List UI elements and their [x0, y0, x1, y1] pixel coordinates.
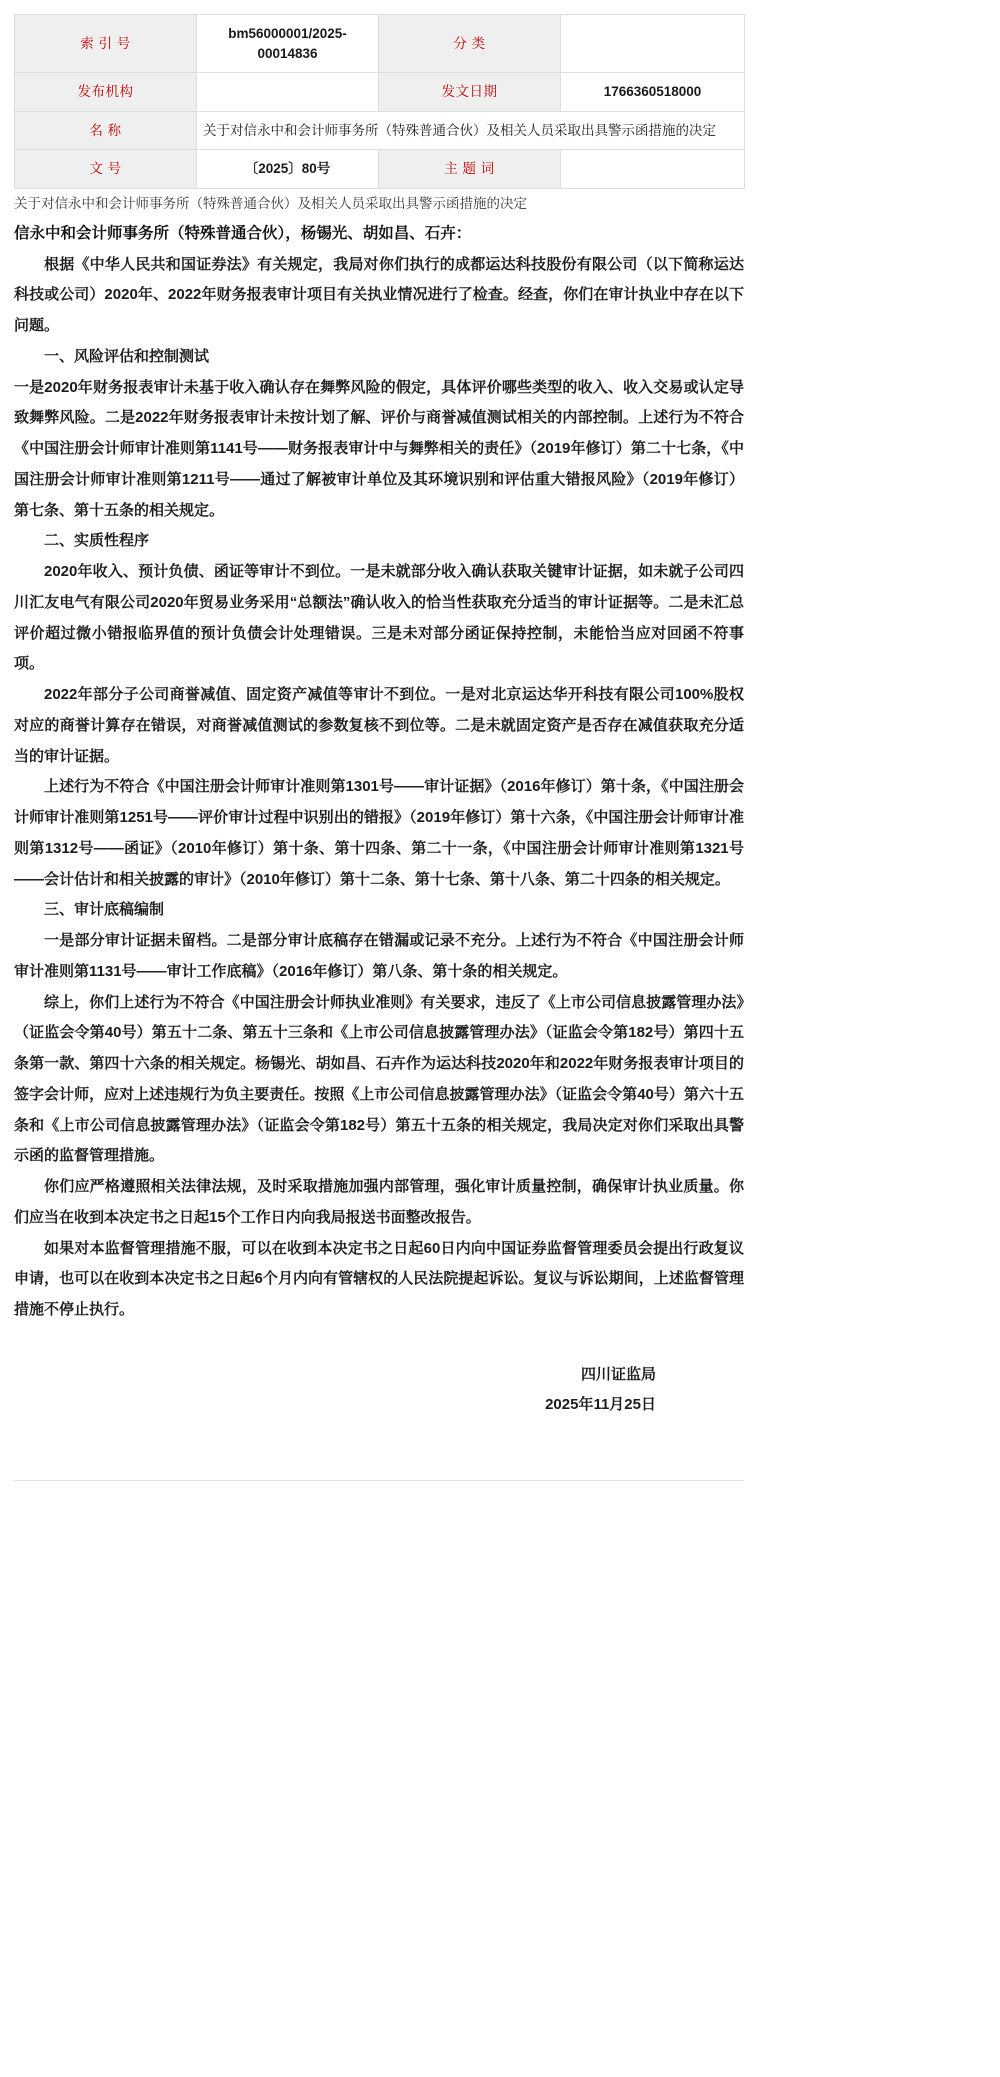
body-paragraph: 上述行为不符合《中国注册会计师审计准则第1301号——审计证据》（2016年修订）第十条，《中国注册会计师审计准则第1251号——评价审计过程中识别出的错报》（2019年修订）第十六条，《中国注册会计师审计准则第1312号——函证》（2010年修订）第十条、第十四条、第二十一条，《中国注册会计师审计准则第1321号——会计估计和相关披露的审计》（2010年修订）第十二条、第十七条、第十八条、第二十四条的相关规定。 — [14, 778, 744, 888]
body-paragraph: 2020年收入、预计负债、函证等审计不到位。一是未就部分收入确认获取关键审计证据，如未就子公司四川汇友电气有限公司2020年贸易业务采用“总额法”确认收入的恰当性获取充分适当的审计证据等。二是未汇总评价超过微小错报临界值的预计负债会计处理错误。三是未对部分函证保持控制，未能恰当应对回函不符事项。 — [14, 563, 744, 673]
category-value — [561, 15, 745, 73]
document-body — [14, 250, 986, 1326]
body-paragraph: 2022年部分子公司商誉减值、固定资产减值等审计不到位。一是对北京运达华开科技有限公司100%股权对应的商誉计算存在错误，对商誉减值测试的参数复核不到位等。二是未就固定资产是否存在减值获取充分适当的审计证据。 — [14, 686, 744, 765]
document-number-value: 〔2025〕80号 — [197, 150, 379, 189]
category-label: 分 类 — [379, 15, 561, 73]
signature-issuer: 四川证监局 — [580, 1365, 656, 1383]
section-heading: 三、审计底稿编制 — [44, 901, 165, 919]
section-heading: 二、实质性程序 — [44, 532, 150, 550]
publisher-value — [197, 73, 379, 112]
table-row — [15, 111, 745, 150]
footer-spacer — [14, 1420, 986, 1480]
body-paragraph: 一是部分审计证据未留档。二是部分审计底稿存在错漏或记录不充分。上述行为不符合《中国注册会计师审计准则第1131号——审计工作底稿》（2016年修订）第八条、第十条的相关规定。 — [14, 932, 744, 980]
document-salutation: 信永中和会计师事务所（特殊普通合伙），杨锡光、胡如昌、石卉： — [14, 225, 472, 243]
table-row — [15, 15, 745, 73]
body-paragraph: 一是2020年财务报表审计未基于收入确认存在舞弊风险的假定，具体评价哪些类型的收入、收入交易或认定导致舞弊风险。二是2022年财务报表审计未按计划了解、评价与商誉减值测试相关的内部控制。上述行为不符合《中国注册会计师审计准则第1141号——财务报表审计中与舞弊相关的责任》（2019年修订）第二十七条，《中国注册会计师审计准则第1211号——通过了解被审计单位及其环境识别和评估重大错报风险》（2019年修订）第七条、第十五条的相关规定。 — [14, 378, 744, 519]
footer-divider — [14, 1480, 744, 1498]
publish-date-label: 发文日期 — [379, 73, 561, 112]
document-subtitle: 关于对信永中和会计师事务所（特殊普通合伙）及相关人员采取出具警示函措施的决定 — [14, 195, 527, 211]
body-paragraph: 综上，你们上述行为不符合《中国注册会计师执业准则》有关要求，违反了《上市公司信息披露管理办法》（证监会令第40号）第五十二条、第五十三条和《上市公司信息披露管理办法》（证监会令第182号）第四十五条第一款、第四十六条的相关规定。杨锡光、胡如昌、石卉作为运达科技2020年和2022年财务报表审计项目的签字会计师，应对上述违规行为负主要责任。按照《上市公司信息披露管理办法》（证监会令第40号）第六十五条和《上市公司信息披露管理办法》（证监会令第182号）第五十五条的相关规定，我局决定对你们采取出具警示函的监督管理措施。 — [14, 993, 744, 1165]
signature-block — [14, 1360, 744, 1420]
subject-words-value — [561, 150, 745, 189]
document-metadata-table — [14, 14, 745, 189]
publisher-label: 发布机构 — [15, 73, 197, 112]
body-paragraph: 根据《中华人民共和国证券法》有关规定，我局对你们执行的成都运达科技股份有限公司（以下简称运达科技或公司）2020年、2022年财务报表审计项目有关执业情况进行了检查。经查，你们在审计执业中存在以下问题。 — [14, 255, 744, 335]
subject-words-label: 主 题 词 — [379, 150, 561, 189]
section-heading: 一、风险评估和控制测试 — [44, 347, 210, 365]
document-name-label: 名 称 — [15, 111, 197, 150]
table-row — [15, 73, 745, 112]
publish-date-value: 1766360518000 — [561, 73, 745, 112]
body-paragraph: 如果对本监督管理措施不服，可以在收到本决定书之日起60日内向中国证券监督管理委员会提出行政复议申请，也可以在收到本决定书之日起6个月内向有管辖权的人民法院提起诉讼。复议与诉讼期间，上述监督管理措施不停止执行。 — [14, 1239, 744, 1319]
signature-date: 2025年11月25日 — [545, 1395, 656, 1413]
table-row — [15, 150, 745, 189]
document-number-label: 文 号 — [15, 150, 197, 189]
index-number-value: bm56000001/2025-00014836 — [197, 15, 379, 73]
body-paragraph: 你们应严格遵照相关法律法规，及时采取措施加强内部管理，强化审计质量控制，确保审计执业质量。你们应当在收到本决定书之日起15个工作日内向我局报送书面整改报告。 — [14, 1178, 744, 1226]
document-name-value: 关于对信永中和会计师事务所（特殊普通合伙）及相关人员采取出具警示函措施的决定 — [197, 111, 745, 150]
index-number-label: 索 引 号 — [15, 15, 197, 73]
